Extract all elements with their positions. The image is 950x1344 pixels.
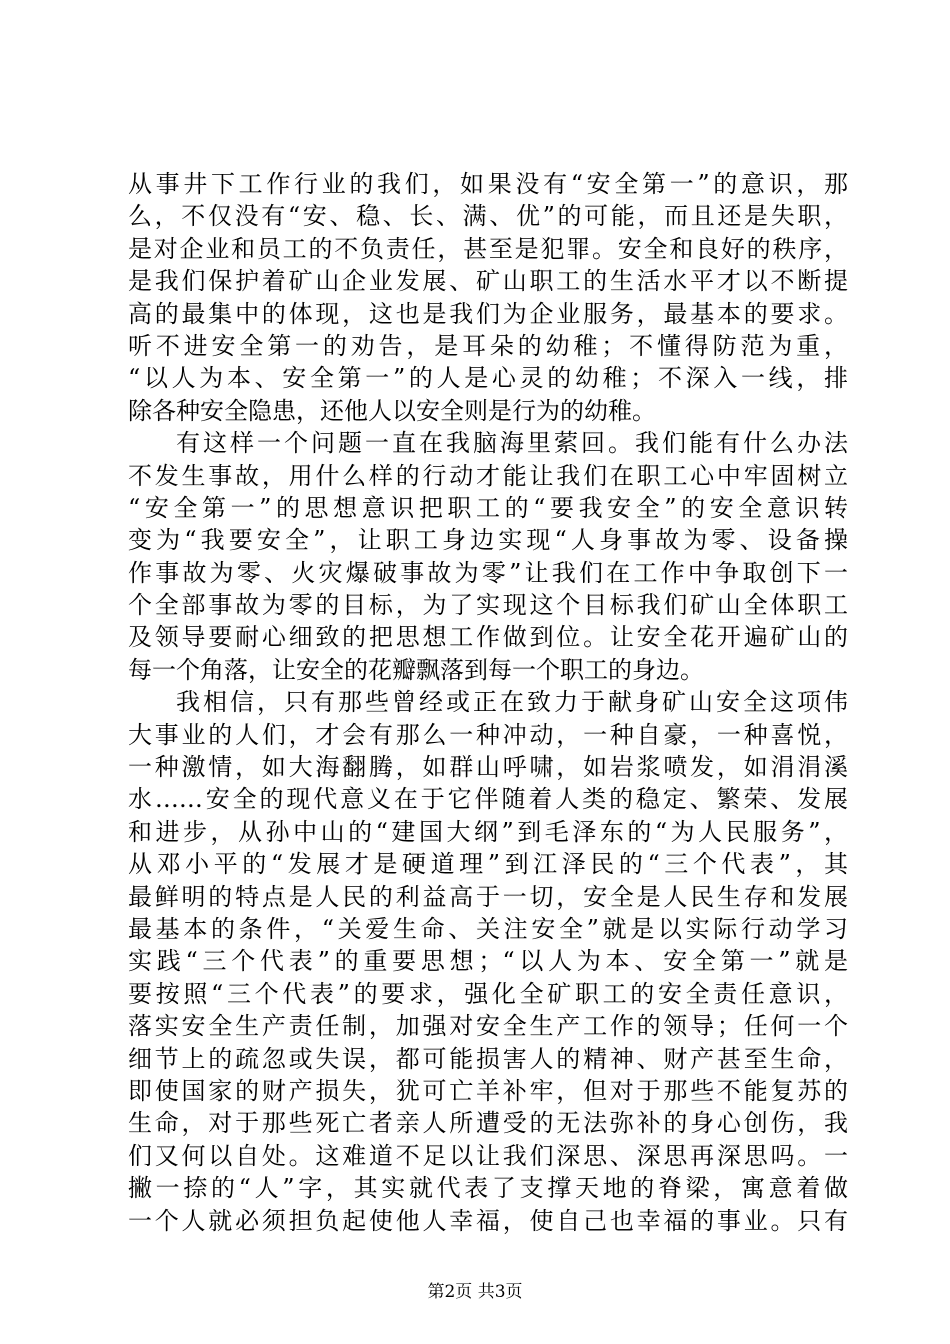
text-line: “安全第一”的思想意识把职工的“要我安全”的安全意识转 xyxy=(128,493,848,522)
text-line: 不发生事故，用什么样的行动才能让我们在职工心中牢固树立 xyxy=(128,461,848,490)
text-line: 实践“三个代表”的重要思想；“以人为本、安全第一”就是 xyxy=(128,947,848,976)
text-line: 最鲜明的特点是人民的利益高于一切，安全是人民生存和发展 xyxy=(128,882,848,911)
paragraph xyxy=(128,168,848,427)
paragraph xyxy=(128,427,848,686)
document-body xyxy=(128,168,848,1237)
text-line: 撇一捺的“人”字，其实就代表了支撑天地的脊梁，寓意着做 xyxy=(128,1174,848,1203)
text-line: 们又何以自处。这难道不足以让我们深思、深思再深思吗。一 xyxy=(128,1141,848,1170)
text-line: 一个人就必须担负起使他人幸福，使自己也幸福的事业。只有 xyxy=(128,1206,848,1235)
text-line: 落实安全生产责任制，加强对安全生产工作的领导；任何一个 xyxy=(128,1012,848,1041)
text-line: 是我们保护着矿山企业发展、矿山职工的生活水平才以不断提 xyxy=(128,267,848,296)
text-line: 变为“我要安全”，让职工身边实现“人身事故为零、设备操 xyxy=(128,526,848,555)
text-line: 一种激情，如大海翻腾，如群山呼啸，如岩浆喷发，如涓涓溪 xyxy=(128,753,848,782)
text-line: 我相信，只有那些曾经或正在致力于献身矿山安全这项伟 xyxy=(176,688,848,717)
text-line: 细节上的疏忽或失误，都可能损害人的精神、财产甚至生命， xyxy=(128,1044,848,1073)
text-line: 有这样一个问题一直在我脑海里萦回。我们能有什么办法 xyxy=(176,429,848,458)
paragraph xyxy=(128,686,848,1237)
text-line: 和进步，从孙中山的“建国大纲”到毛泽东的“为人民服务”， xyxy=(128,817,848,846)
text-line: 大事业的人们，才会有那么一种冲动，一种自豪，一种喜悦， xyxy=(128,720,848,749)
text-line: 么，不仅没有“安、稳、长、满、优”的可能，而且还是失职， xyxy=(128,202,848,231)
text-line: 个全部事故为零的目标，为了实现这个目标我们矿山全体职工 xyxy=(128,591,848,620)
text-line: 从事井下工作行业的我们，如果没有“安全第一”的意识，那 xyxy=(128,170,848,198)
text-line: “以人为本、安全第一”的人是心灵的幼稚；不深入一线，排 xyxy=(128,364,848,393)
text-line: 从邓小平的“发展才是硬道理”到江泽民的“三个代表”，其 xyxy=(128,850,848,879)
page-number-label: 第2页 共3页 xyxy=(427,1282,523,1302)
text-line: 高的最集中的体现，这也是我们为企业服务，最基本的要求。 xyxy=(128,299,848,328)
text-line: 除各种安全隐患，还他人以安全则是行为的幼稚。 xyxy=(128,396,656,425)
text-line: 及领导要耐心细致的把思想工作做到位。让安全花开遍矿山的 xyxy=(128,623,848,652)
text-line: 生命，对于那些死亡者亲人所遭受的无法弥补的身心创伤，我 xyxy=(128,1109,848,1138)
text-line: 即使国家的财产损失，犹可亡羊补牢，但对于那些不能复苏的 xyxy=(128,1076,848,1105)
text-line: 最基本的条件，“关爱生命、关注安全”就是以实际行动学习 xyxy=(128,914,848,943)
page-footer xyxy=(0,1281,950,1303)
text-line: 是对企业和员工的不负责任，甚至是犯罪。安全和良好的秩序， xyxy=(128,234,848,263)
text-line: 水……安全的现代意义在于它伴随着人类的稳定、繁荣、发展 xyxy=(128,785,848,814)
text-line: 要按照“三个代表”的要求，强化全矿职工的安全责任意识， xyxy=(128,979,848,1008)
text-line: 每一个角落，让安全的花瓣飘落到每一个职工的身边。 xyxy=(128,655,704,684)
text-line: 作事故为零、火灾爆破事故为零”让我们在工作中争取创下一 xyxy=(128,558,848,587)
text-line: 听不进安全第一的劝告，是耳朵的幼稚；不懂得防范为重， xyxy=(128,331,848,360)
